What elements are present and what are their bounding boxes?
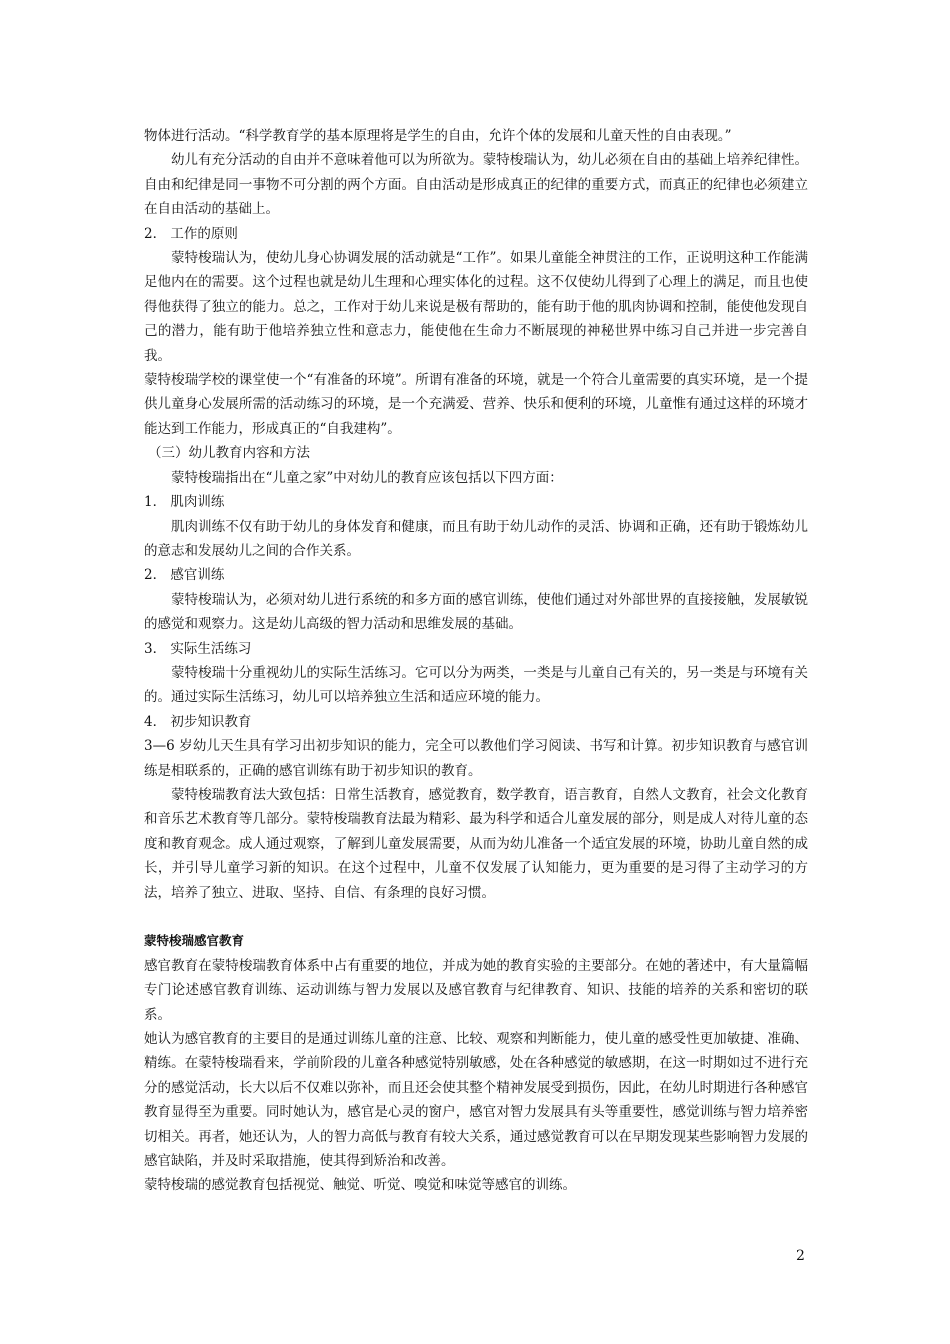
blank-line	[144, 905, 808, 929]
numbered-heading: 3． 实际生活练习	[144, 640, 252, 657]
paragraph: 蒙特梭瑞学校的课堂使一个“有准备的环境”。所谓有准备的环境，就是一个符合儿童需要的真实环境，是一个提供儿童身心发展所需的活动练习的环境，是一个充满爱、营养、快乐和便利的环境，儿童惟有通过这样的环境才能达到工作能力，形成真正的“自我建构”。	[144, 372, 808, 437]
paragraph: 蒙特梭瑞教育法大致包括：日常生活教育，感觉教育，数学教育，语言教育，自然人文教育，社会文化教育和音乐艺术教育等几部分。蒙特梭瑞教育法最为精彩、最为科学和适合儿童发展的部分，则是成人对待儿童的态度和教育观念。成人通过观察，了解到儿童发展需要，从而为幼儿准备一个适宜发展的环境，协助儿童自然的成长，并引导儿童学习新的知识。在这个过程中，儿童不仅发展了认知能力，更为重要的是习得了主动学习的方法，培养了独立、进取、坚持、自信、有条理的良好习惯。	[144, 786, 808, 901]
paragraph: 蒙特梭瑞十分重视幼儿的实际生活练习。它可以分为两类，一类是与儿童自己有关的，另一类是与环境有关的。通过实际生活练习，幼儿可以培养独立生活和适应环境的能力。	[144, 664, 808, 706]
paragraph: 3—6 岁幼儿天生具有学习出初步知识的能力，完全可以教他们学习阅读、书写和计算。初步知识教育与感官训练是相联系的，正确的感官训练有助于初步知识的教育。	[144, 738, 808, 779]
numbered-heading: 2． 工作的原则	[144, 225, 238, 242]
paragraph: 她认为感官教育的主要目的是通过训练儿童的注意、比较、观察和判断能力，使儿童的感受性更加敏捷、准确、精练。在蒙特梭瑞看来，学前阶段的儿童各种感觉特别敏感，处在各种感觉的敏感期，在这一时期如过不进行充分的感觉活动，长大以后不仅难以弥补，而且还会使其整个精神发展受到损伤，因此，在幼儿时期进行各种感官教育显得至为重要。同时她认为，感官是心灵的窗户，感官对智力发展具有头等重要性，感觉训练与智力培养密切相关。再者，她还认为，人的智力高低与教育有较大关系，通过感觉教育可以在早期发现某些影响智力发展的感官缺陷，并及时采取措施，使其得到矫治和改善。	[144, 1031, 808, 1170]
paragraph: 感官教育在蒙特梭瑞教育体系中占有重要的地位，并成为她的教育实验的主要部分。在她的著述中，有大量篇幅专门论述感官教育训练、运动训练与智力发展以及感官教育与纪律教育、知识、技能的培养的关系和密切的联系。	[144, 957, 808, 1023]
page-content	[144, 124, 808, 1198]
paragraph: 蒙特梭瑞的感觉教育包括视觉、触觉、听觉、嗅觉和味觉等感官的训练。	[144, 1177, 576, 1194]
paragraph: 幼儿有充分活动的自由并不意味着他可以为所欲为。蒙特梭瑞认为，幼儿必须在自由的基础上培养纪律性。自由和纪律是同一事物不可分割的两个方面。自由活动是形成真正的纪律的重要方式，而真正的纪律也必须建立在自由活动的基础上。	[144, 152, 808, 218]
numbered-heading: 4． 初步知识教育	[144, 713, 252, 730]
paragraph: 蒙特梭瑞认为，必须对幼儿进行系统的和多方面的感官训练，使他们通过对外部世界的直接接触，发展敏锐的感觉和观察力。这是幼儿高级的智力活动和思维发展的基础。	[144, 591, 808, 633]
numbered-heading: 1． 肌肉训练	[144, 494, 225, 511]
section-heading: （三）幼儿教育内容和方法	[148, 445, 310, 462]
paragraph: 蒙特梭瑞认为，使幼儿身心协调发展的活动就是“工作”。如果儿童能全神贯注的工作，正说明这种工作能满足他内在的需要。这个过程也就是幼儿生理和心理实体化的过程。这不仅使幼儿得到了心理上的满足，而且也使得他获得了独立的能力。总之，工作对于幼儿来说是极有帮助的，能有助于他的肌肉协调和控制，能使他发现自己的潜力，能有助于他培养独立性和意志力，能使他在生命力不断展现的神秘世界中练习自己并进一步完善自我。	[144, 250, 808, 364]
numbered-heading: 2． 感官训练	[144, 567, 225, 584]
section-title: 蒙特梭瑞感官教育	[144, 933, 245, 949]
paragraph: 物体进行活动。“科学教育学的基本原理将是学生的自由，允许个体的发展和儿童天性的自由表现。”	[144, 128, 732, 144]
page-number: 2	[796, 1248, 805, 1264]
paragraph: 肌肉训练不仅有助于幼儿的身体发育和健康，而且有助于幼儿动作的灵活、协调和正确，还有助于锻炼幼儿的意志和发展幼儿之间的合作关系。	[144, 518, 808, 559]
paragraph: 蒙特梭瑞指出在“儿童之家”中对幼儿的教育应该包括以下四方面：	[171, 469, 563, 486]
